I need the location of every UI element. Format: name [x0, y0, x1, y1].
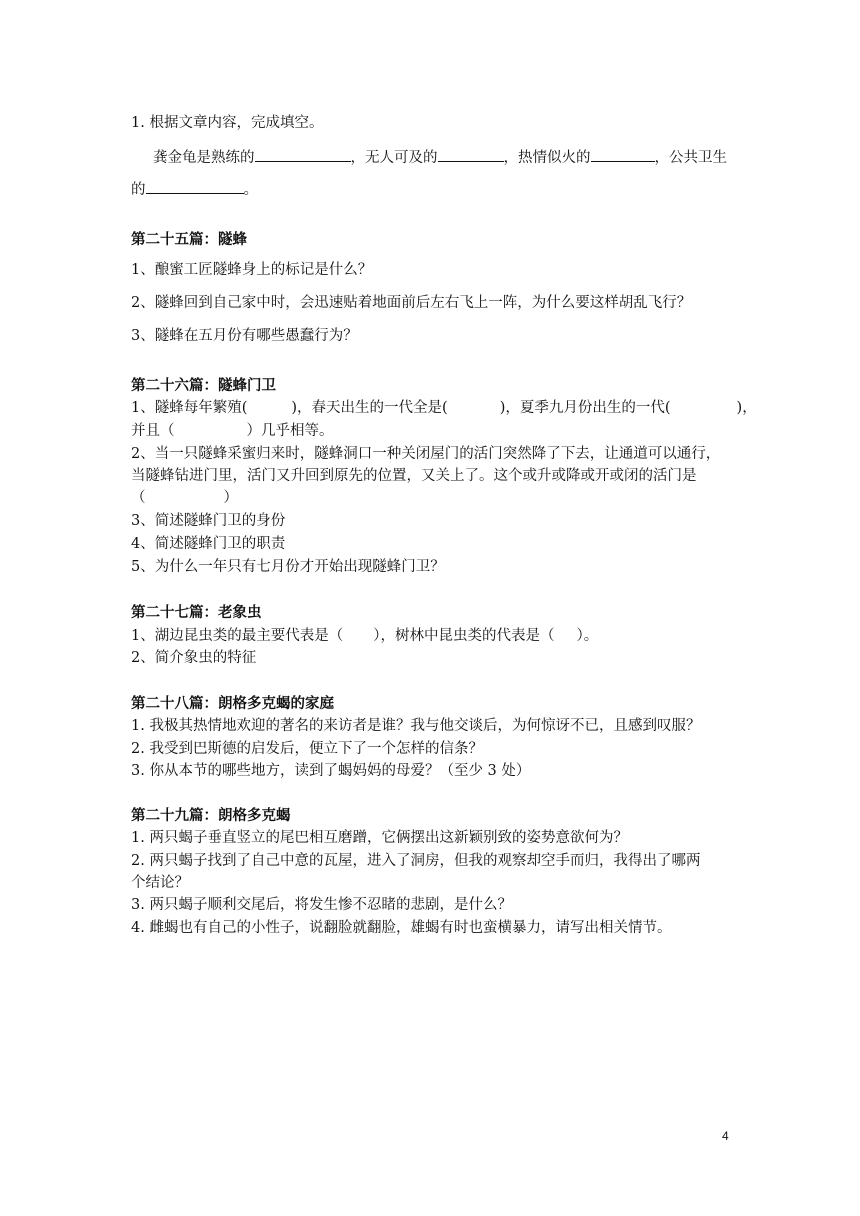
- question-text: ）。: [576, 628, 599, 644]
- fill-blank[interactable]: [591, 147, 655, 162]
- question: 1. 两只蝎子垂直竖立的尾巴相互磨蹭，它俩摆出这新颖别致的姿势意欲何为？: [131, 830, 628, 846]
- question-text: )，夏季九月份出生的一代(: [499, 400, 671, 416]
- question-text: 并且（: [131, 423, 175, 439]
- question: 1. 我极其热情地欢迎的著名的来访者是谁？我与他交谈后，为何惊讶不已，且感到叹服？: [131, 718, 701, 734]
- question-text: )，春天出生的一代全是(: [291, 400, 448, 416]
- question: [131, 488, 238, 508]
- fill-blank[interactable]: [146, 179, 244, 194]
- question-text: ）: [223, 490, 238, 506]
- question: [131, 421, 334, 441]
- section-heading-27: 第二十七篇：老象虫: [131, 605, 262, 621]
- question: 4、简述隧蜂门卫的职责: [131, 536, 286, 552]
- question: 2、当一只隧蜂采蜜归来时，隧蜂洞口一种关闭屋门的活门突然降了下去，让通道可以通行，: [131, 446, 721, 462]
- question: 2、简介象虫的特征: [131, 650, 257, 666]
- section-heading-29: 第二十九篇：朗格多克蝎: [131, 808, 291, 824]
- question: 5、为什么一年只有七月份才开始出现隧蜂门卫？: [131, 559, 445, 575]
- question: 2. 两只蝎子找到了自己中意的瓦屋，进入了洞房，但我的观察却空手而归，我得出了哪两: [131, 853, 701, 869]
- question: 3、隧蜂在五月份有哪些愚蠢行为？: [131, 328, 358, 344]
- fill-text: 龚金龟是熟练的: [153, 150, 255, 166]
- fill-blank[interactable]: [255, 147, 351, 162]
- fill-blank[interactable]: [438, 147, 504, 162]
- question-text: )，: [736, 400, 757, 416]
- fill-text: ，无人可及的: [350, 150, 438, 166]
- question: 3、简述隧蜂门卫的身份: [131, 513, 286, 529]
- question: 4. 雌蝎也有自己的小性子，说翻脸就翻脸，雄蝎有时也蛮横暴力，请写出相关情节。: [131, 920, 672, 936]
- fill-instruction: 1. 根据文章内容，完成填空。: [131, 115, 324, 131]
- question: 2、隧蜂回到自己家中时，会迅速贴着地面前后左右飞上一阵，为什么要这样胡乱飞行？: [131, 295, 692, 311]
- question: 1、酿蜜工匠隧蜂身上的标记是什么？: [131, 262, 373, 278]
- question-text: 1、隧蜂每年繁殖(: [131, 400, 248, 416]
- question: [131, 626, 598, 646]
- question: 个结论？: [131, 875, 189, 891]
- question-text: ）几乎相等。: [246, 423, 334, 439]
- question-text: 1、湖边昆虫类的最主要代表是（: [131, 628, 344, 644]
- question: 3. 两只蝎子顺利交尾后，将发生惨不忍睹的悲剧，是什么？: [131, 897, 512, 913]
- fill-text: ，公共卫生: [654, 150, 727, 166]
- question: 3. 你从本节的哪些地方，读到了蝎妈妈的母爱？（至少 3 处）: [131, 763, 531, 779]
- fill-text: 的: [131, 182, 146, 198]
- question: 2. 我受到巴斯德的启发后，便立下了一个怎样的信条？: [131, 741, 483, 757]
- question-text: （: [131, 490, 146, 506]
- fill-text: 。: [243, 182, 258, 198]
- fill-line-2: [131, 179, 258, 200]
- fill-line-1: [153, 147, 727, 168]
- question: [131, 398, 757, 418]
- question: 当隧蜂钻进门里，活门又升回到原先的位置，又关上了。这个或升或降或开或闭的活门是: [131, 468, 697, 484]
- page-number: 4: [722, 1129, 729, 1143]
- question-text: ），树林中昆虫类的代表是（: [373, 628, 555, 644]
- section-heading-28: 第二十八篇：朗格多克蝎的家庭: [131, 696, 334, 712]
- section-heading-26: 第二十六篇：隧蜂门卫: [131, 378, 276, 394]
- section-heading-25: 第二十五篇：隧蜂: [131, 232, 247, 248]
- fill-text: ，热情似火的: [503, 150, 591, 166]
